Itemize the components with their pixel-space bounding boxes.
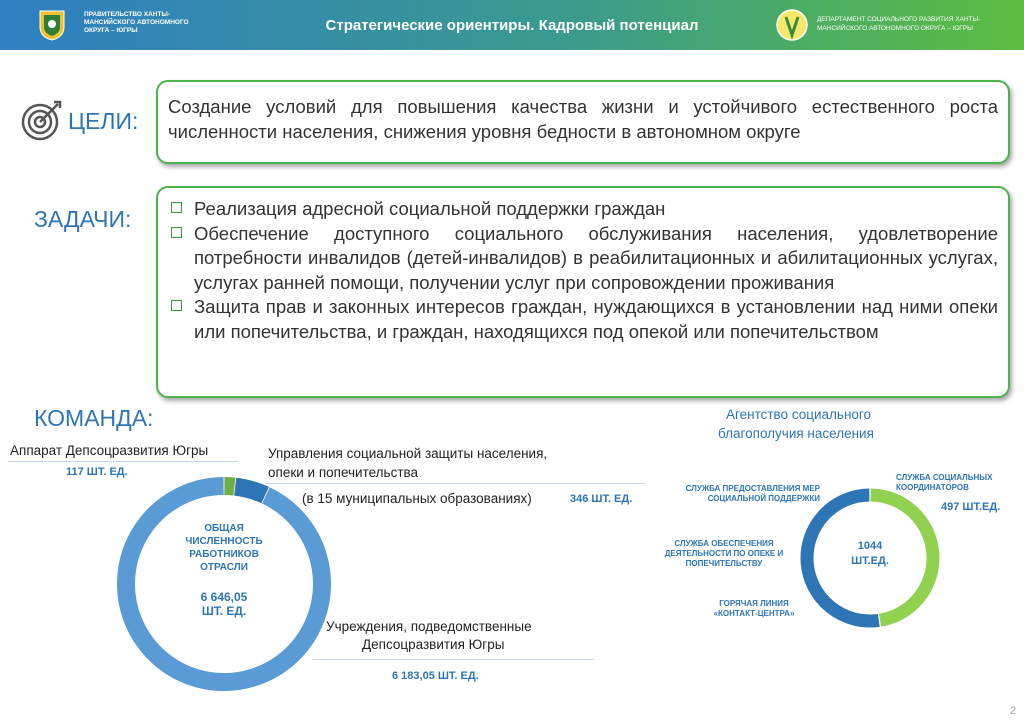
target-icon bbox=[20, 98, 64, 142]
agency-center-unit: ШТ.ЕД. bbox=[851, 555, 889, 567]
agency-donut-chart bbox=[798, 486, 942, 630]
task-item: Защита прав и законных интересов граждан, нуждающихся в установлении над ними опеки или попечительства, и граждан, находящихся под опекой или попечительством bbox=[168, 295, 998, 344]
government-name: ПРАВИТЕЛЬСТВО ХАНТЫ-МАНСИЙСКОГО АВТОНОМНОГО ОКРУГА – ЮГРЫ bbox=[84, 11, 189, 34]
tasks-label: ЗАДАЧИ: bbox=[34, 206, 132, 232]
institutions-value: 6 183,05 ШТ. ЕД. bbox=[392, 670, 479, 682]
agency-center-value: 1044 bbox=[857, 540, 883, 552]
service-support-label: СЛУЖБА ПРЕДОСТАВЛЕНИЯ МЕР СОЦИАЛЬНОЙ ПОДДЕРЖКИ bbox=[685, 484, 820, 503]
apparatus-underline bbox=[8, 461, 238, 462]
header-bar bbox=[0, 0, 1024, 50]
total-value-1: 6 646,05 bbox=[200, 590, 248, 604]
apparatus-segment bbox=[224, 486, 234, 487]
total-value-2: ШТ. ЕД. bbox=[201, 604, 247, 618]
page-title: Стратегические ориентиры. Кадровый потенциал bbox=[325, 17, 699, 34]
agency-title-2: благополучия населения bbox=[718, 426, 874, 441]
social-protection-label-1: Управления социальной защиты населения, bbox=[268, 446, 548, 461]
social-protection-label-2: опеки и попечительства bbox=[268, 465, 419, 480]
tasks-box bbox=[156, 186, 1010, 398]
goals-label: ЦЕЛИ: bbox=[68, 108, 139, 134]
task-item: Реализация адресной социальной поддержки граждан bbox=[168, 197, 998, 222]
apparatus-value: 117 ШТ. ЕД. bbox=[66, 466, 128, 478]
coordinators-value: 497 ШТ.ЕД. bbox=[941, 501, 1001, 513]
service-guardianship-label: СЛУЖБА ОБЕСПЕЧЕНИЯ ДЕЯТЕЛЬНОСТИ ПО ОПЕКЕ И ПОПЕЧИТЕЛЬСТВУ bbox=[664, 539, 784, 568]
checkbox-bullet-icon bbox=[171, 227, 182, 238]
goals-box bbox=[156, 80, 1010, 164]
checkbox-bullet-icon bbox=[171, 202, 182, 213]
social-protection-label-3: (в 15 муниципальных образованиях) bbox=[302, 491, 532, 506]
institutions-label-1: Учреждения, подведомственные bbox=[326, 619, 532, 634]
institutions-underline bbox=[312, 659, 594, 660]
team-label: КОМАНДА: bbox=[34, 405, 154, 431]
coordinators-label: СЛУЖБА СОЦИАЛЬНЫХ КООРДИНАТОРОВ bbox=[896, 473, 993, 492]
department-name: ДЕПАРТАМЕНТ СОЦИАЛЬНОГО РАЗВИТИЯ ХАНТЫ-МАНСИЙСКОГО АВТОНОМНОГО ОКРУГА – ЮГРЫ bbox=[817, 16, 981, 32]
total-label: ОБЩАЯ ЧИСЛЕННОСТЬ РАБОТНИКОВ ОТРАСЛИ bbox=[185, 523, 263, 573]
tasks-list bbox=[158, 188, 1008, 344]
social-protection-value: 346 ШТ. ЕД. bbox=[570, 493, 633, 505]
page-number: 2 bbox=[1009, 705, 1016, 717]
department-logo-icon bbox=[776, 9, 808, 41]
task-item: Обеспечение доступного социального обслуживания населения, удовлетворение потребности инвалидов (детей-инвалидов) в реабилитационных и абилитационных услугах, услугах ранней помощи, получении услуг при сопровождении проживания bbox=[168, 222, 998, 296]
checkbox-bullet-icon bbox=[171, 300, 182, 311]
staff-donut-chart bbox=[116, 476, 332, 692]
goals-text: Создание условий для повышения качества жизни и устойчивого естественного роста численности населения, снижения уровня бедности в автономном округе bbox=[168, 96, 998, 142]
social-protection-segment bbox=[235, 487, 265, 495]
institutions-label-2: Депсоцразвития Югры bbox=[362, 637, 505, 652]
agency-title-1: Агентство социального bbox=[726, 407, 872, 422]
hotline-label: ГОРЯЧАЯ ЛИНИЯ «КОНТАКТ-ЦЕНТРА» bbox=[713, 599, 795, 618]
apparatus-label: Аппарат Депсоцразвития Югры bbox=[10, 443, 209, 458]
